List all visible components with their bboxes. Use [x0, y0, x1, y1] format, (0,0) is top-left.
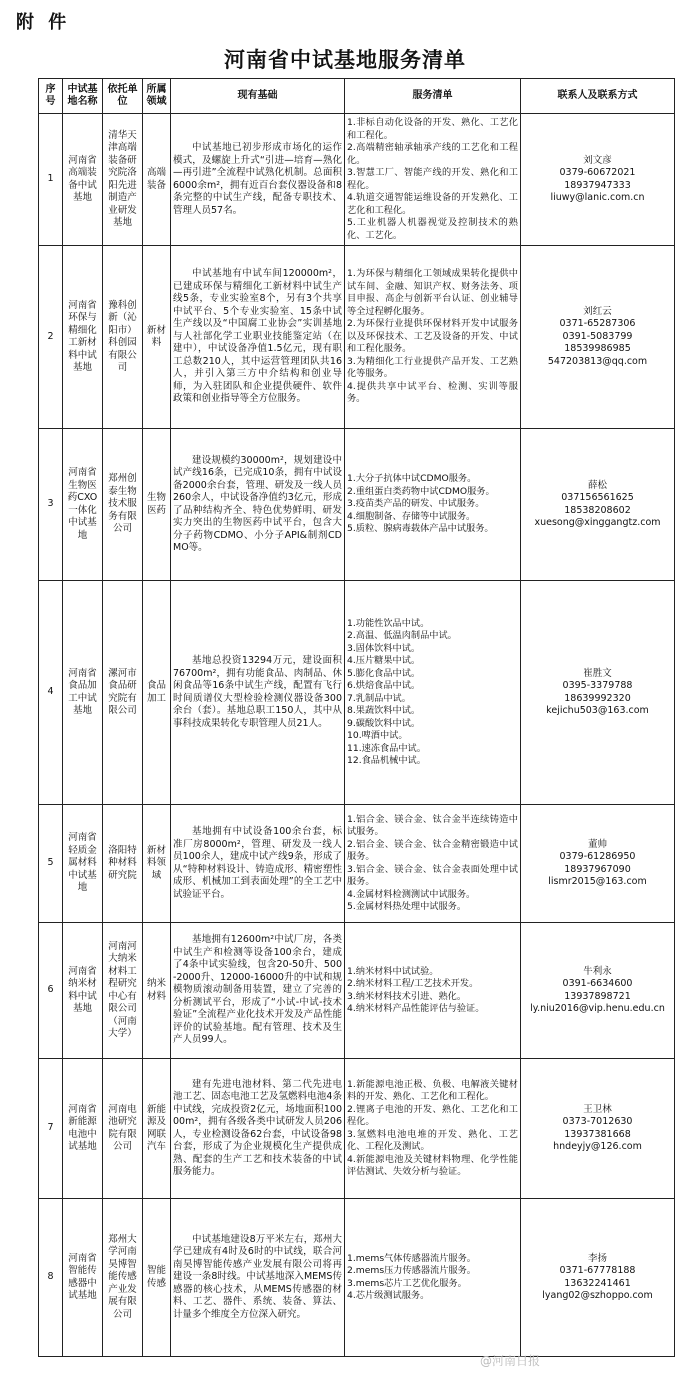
row-foundation: 建有先进电池材料、第二代先进电池工艺、固态电池工艺及氢燃料电池4条中试线，完成投资2亿元，场地面积10000m²，拥有各级各类中试研发人员206人，专业检测设备62台套，中试设备98台套，形成了为企业规模化生产提供成熟、配套的生产工艺和技术装备的中试服务能力。 [171, 1059, 345, 1199]
contact-detail: 0379-61286950 [559, 851, 636, 862]
row-foundation: 中试基地有中试车间120000m²，已建成环保与精细化工新材料中试生产线5条，专业实验室8个，另有3个共享中试平台、5个专业实验室、15条中试生产线以及“中国腐工业协会”实训基地与人社部化学工业职业技能鉴定站（在建中），中试设备净值1.5亿元，现有职工总数210人，其中运营管理团队共16人，并引入第三方中介结构和创业导师，为入驻团队和企业提供硬件、软件政策和创业指导等全方位服务。 [171, 246, 345, 429]
row-index: 7 [39, 1059, 63, 1199]
row-services [345, 1199, 521, 1357]
table-row [39, 805, 675, 923]
header-unit: 依托单位 [103, 79, 143, 114]
header-services: 服务清单 [345, 79, 521, 114]
row-base-name: 河南省生物医药CXO一体化中试基地 [63, 429, 103, 581]
row-index: 6 [39, 923, 63, 1059]
contact-detail: 13937381668 [564, 1128, 631, 1140]
contact-person: 崔胜文 [583, 667, 612, 679]
service-item: 1.功能性饮品中试。 [347, 617, 430, 629]
service-item: 6.烘焙食品中试。 [347, 680, 421, 691]
service-item: 4.纳米材料产品性能评估与验证。 [347, 1003, 485, 1014]
row-index: 8 [39, 1199, 63, 1357]
row-services [345, 246, 521, 429]
row-foundation: 基地总投资13294万元，建设面积76700m²，拥有功能食品、肉制品、休闲食品等16条中试生产线，配置有飞行时间质谱仪大型检验检测仪器设备300余台（套）。基地总职工150人，其中从事科技成果转化专职管理人员21人。 [171, 581, 345, 805]
service-item: 4.新能源电池及关键材料物理、化学性能评估测试、失效分析与验证。 [347, 1153, 518, 1177]
contact-detail: 18937947333 [564, 179, 631, 191]
contact-detail: 13632241461 [564, 1277, 631, 1289]
row-host-unit: 豫科创新（沁阳市）科创园有限公司 [103, 246, 143, 429]
table-row [39, 246, 675, 429]
contact-detail: 18539986985 [564, 343, 631, 355]
row-contact [521, 246, 675, 429]
service-item: 4.芯片级测试服务。 [347, 1290, 430, 1301]
service-item: 3.铝合金、镁合金、钛合金表面处理中试服务。 [347, 863, 518, 887]
contact-detail: 0371-67778188 [559, 1265, 636, 1276]
service-item: 9.碳酸饮料中试。 [347, 717, 421, 729]
contact-detail: 0395-3379788 [562, 680, 633, 691]
table-row [39, 114, 675, 246]
row-foundation: 中试基地已初步形成市场化的运作模式，及螺旋上升式“引进—培育—熟化—再引进”全流程中试熟化机制。总面积6000余m²，拥有近百台套仪器设备和8条完整的中试生产线，配备专职技术、管理人员57名。 [171, 114, 345, 246]
service-item: 2.纳米材料工程/工艺技术开发。 [347, 978, 479, 989]
table-row [39, 581, 675, 805]
service-item: 1.纳米材料中试试验。 [347, 965, 439, 977]
header-field: 所属领域 [143, 79, 171, 114]
table-row [39, 429, 675, 581]
row-field: 新材料领域 [143, 805, 171, 923]
contact-detail: 13937898721 [564, 990, 631, 1002]
service-item: 3.固体饮料中试。 [347, 642, 421, 654]
row-base-name: 河南省纳米材料中试基地 [63, 923, 103, 1059]
row-foundation: 基地拥有12600m²中试厂房，各类中试生产和检测等设备100余台，建成了4条中试实验线，包含20-50升、500-2000升、12000-16000升的中试和规模物质滚动制备用装置，建立了完善的分析测试平台，形成了“小试-中试-技术验证”全流程产业化技术开发及产品性能评价的试验基地。配有管理、技术及生产人员99人。 [171, 923, 345, 1059]
watermark: @河南日报 [480, 1354, 541, 1368]
table-row [39, 923, 675, 1059]
contact-detail: 0391-5083799 [562, 330, 633, 342]
row-field: 高端装备 [143, 114, 171, 246]
row-contact [521, 429, 675, 581]
service-item: 12.食品机械中试。 [347, 755, 426, 766]
service-item: 3.疫苗类产品的研发、中试服务。 [347, 498, 485, 510]
row-host-unit: 郑州大学河南昊博智能传感产业发展有限公司 [103, 1199, 143, 1357]
row-contact [521, 923, 675, 1059]
service-item: 2.铝合金、镁合金、钛合金精密锻造中试服务。 [347, 838, 518, 862]
contact-person: 刘红云 [583, 305, 612, 317]
header-index: 序号 [39, 79, 63, 114]
row-field: 纳米材料 [143, 923, 171, 1059]
service-item: 4.压片糖果中试。 [347, 655, 421, 666]
row-field: 食品加工 [143, 581, 171, 805]
contact-detail: 0373-7012630 [562, 1116, 633, 1127]
service-list-table [38, 78, 675, 1357]
attachment-label: 附 件 [16, 12, 71, 33]
row-services [345, 1059, 521, 1199]
row-host-unit: 河南河大纳米材料工程研究中心有限公司（河南大学） [103, 923, 143, 1059]
row-index: 5 [39, 805, 63, 923]
row-foundation: 基地拥有中试设备100余台套，标准厂房8000m²，管理、研发及一线人员100余人，建成中试产线9条，形成了从“特种材料设计、铸造成形、精密塑性成形、机械加工到表面处理”的全工艺中试验证平台。 [171, 805, 345, 923]
contact-person: 王卫林 [583, 1103, 612, 1115]
contact-detail: lyang02@szhoppo.com [542, 1290, 653, 1301]
contact-person: 牛利永 [583, 965, 612, 977]
service-item: 5.膨化食品中试。 [347, 667, 421, 679]
contact-detail: 0379-60672021 [559, 167, 636, 178]
row-contact [521, 1199, 675, 1357]
row-base-name: 河南省食品加工中试基地 [63, 581, 103, 805]
service-item: 3.氢燃料电池电堆的开发、熟化、工艺化、工程化及测试。 [347, 1128, 518, 1152]
row-services [345, 581, 521, 805]
service-item: 1.为环保与精细化工领域成果转化提供中试车间、金融、知识产权、财务法务、项目申报、高企与创新平台认证、创业辅导等全过程孵化服务。 [347, 268, 518, 317]
row-services [345, 114, 521, 246]
service-item: 1.非标自动化设备的开发、熟化、工艺化和工程化。 [347, 117, 518, 141]
service-item: 2.mems压力传感器流片服务。 [347, 1265, 476, 1276]
contact-detail: 18639992320 [564, 692, 631, 704]
service-item: 10.啤酒中试。 [347, 730, 408, 741]
row-foundation: 建设规模约30000m²，规划建设中试产线16条，已完成10条，拥有中试设备2000余台套，管理、研发及一线人员260余人，中试设备净值约3亿元，形成了品种结构齐全、特色优势鲜明、研发实力突出的生物医药中试平台，包含大分子药物CDMO、小分子API&制剂CDMO等。 [171, 429, 345, 581]
service-item: 1.新能源电池正极、负极、电解液关键材料的开发、熟化、工艺化和工程化。 [347, 1078, 518, 1102]
service-item: 2.锂离子电池的开发、熟化、工艺化和工程化。 [347, 1103, 518, 1127]
contact-detail: hndeyjy@126.com [553, 1141, 642, 1152]
service-item: 3.纳米材料技术引进、熟化。 [347, 990, 467, 1002]
row-contact [521, 805, 675, 923]
row-base-name: 河南省智能传感器中试基地 [63, 1199, 103, 1357]
row-field: 智能传感 [143, 1199, 171, 1357]
row-host-unit: 清华天津高端装备研究院洛阳先进制造产业研发基地 [103, 114, 143, 246]
contact-detail: liuwy@lanic.com.cn [550, 192, 645, 203]
contact-person: 薛松 [587, 479, 607, 491]
contact-detail: 0371-65287306 [559, 318, 636, 330]
row-contact [521, 114, 675, 246]
service-item: 3.为精细化工行业提供产品开发、工艺熟化等服务。 [347, 355, 518, 380]
row-index: 2 [39, 246, 63, 429]
service-item: 4.轨道交通智能运维设备的开发熟化、工艺化和工程化。 [347, 192, 518, 216]
header-name: 中试基地名称 [63, 79, 103, 114]
service-item: 7.乳制品中试。 [347, 692, 411, 704]
contact-detail: 547203813@qq.com [547, 355, 648, 367]
service-item: 4.细胞制备、存储等中试服务。 [347, 510, 476, 522]
contact-detail: kejichu503@163.com [546, 705, 649, 716]
row-field: 新能源及网联汽车 [143, 1059, 171, 1199]
contact-detail: lismr2015@163.com [548, 876, 647, 887]
table-row [39, 1199, 675, 1357]
row-field: 生物医药 [143, 429, 171, 581]
row-base-name: 河南省环保与精细化工新材料中试基地 [63, 246, 103, 429]
table-row [39, 1059, 675, 1199]
header-foundation: 现有基础 [171, 79, 345, 114]
service-item: 4.金属材料检测测试中试服务。 [347, 888, 476, 900]
service-item: 2.为环保行业提供环保材料开发中试服务以及环保技术、工艺及设备的开发、中试和工程化服务。 [347, 318, 518, 355]
contact-person: 刘文彦 [583, 154, 612, 166]
row-base-name: 河南省高端装备中试基地 [63, 114, 103, 246]
service-item: 5.质粒、腺病毒载体产品中试服务。 [347, 523, 494, 535]
row-services [345, 429, 521, 581]
service-item: 5.金属材料热处理中试服务。 [347, 901, 467, 912]
row-base-name: 河南省轻质金属材料中试基地 [63, 805, 103, 923]
service-item: 11.速冻食品中试。 [347, 742, 426, 754]
service-item: 3.智慧工厂、智能产线的开发、熟化和工程化。 [347, 167, 518, 191]
row-field: 新材料 [143, 246, 171, 429]
row-index: 4 [39, 581, 63, 805]
header-contact: 联系人及联系方式 [521, 79, 675, 114]
contact-detail: xuesong@xinggangtz.com [534, 517, 661, 528]
document-title: 河南省中试基地服务清单 [224, 48, 466, 72]
row-host-unit: 郑州创泰生物技术服务有限公司 [103, 429, 143, 581]
contact-person: 董帅 [587, 838, 607, 850]
service-item: 5.工业机器人机器视觉及控制技术的熟化、工艺化。 [347, 217, 518, 241]
contact-detail: 0391-6634600 [562, 978, 633, 989]
row-index: 3 [39, 429, 63, 581]
contact-detail: 18937967090 [564, 863, 631, 875]
row-host-unit: 洛阳特种材料研究院 [103, 805, 143, 923]
row-foundation: 中试基地建设8万平米左右，郑州大学已建成有4时及6时的中试线，联合河南昊博智能传感产业发展有限公司将再建设一条8时线。中试基地深入MEMS传感器的核心技术，从MEMS传感器的材料、工艺、器件、系统、装备、算法、计量多个维度全方位深入研究。 [171, 1199, 345, 1357]
row-host-unit: 漯河市食品研究院有限公司 [103, 581, 143, 805]
row-index: 1 [39, 114, 63, 246]
row-contact [521, 581, 675, 805]
row-base-name: 河南省新能源电池中试基地 [63, 1059, 103, 1199]
contact-detail: ly.niu2016@vip.henu.edu.cn [530, 1003, 665, 1014]
row-services [345, 923, 521, 1059]
contact-detail: 037156561625 [561, 492, 634, 503]
service-item: 1.mems气体传感器流片服务。 [347, 1252, 476, 1264]
contact-detail: 18538208602 [564, 504, 631, 516]
contact-person: 李扬 [587, 1252, 607, 1264]
row-host-unit: 河南电池研究院有限公司 [103, 1059, 143, 1199]
row-services [345, 805, 521, 923]
service-item: 2.重组蛋白类药物中试CDMO服务。 [347, 485, 495, 497]
service-item: 1.大分子抗体中试CDMO服务。 [347, 473, 477, 485]
service-item: 2.高端精密轴承轴承产线的工艺化和工程化。 [347, 142, 518, 166]
service-item: 2.高温、低温肉制品中试。 [347, 630, 457, 641]
service-item: 8.果蔬饮料中试。 [347, 705, 421, 716]
service-item: 4.提供共享中试平台、检测、实训等服务。 [347, 380, 518, 405]
row-contact [521, 1059, 675, 1199]
table-header-row [39, 79, 675, 114]
service-item: 3.mems芯片工艺优化服务。 [347, 1277, 467, 1289]
service-item: 1.铝合金、镁合金、钛合金半连续铸造中试服务。 [347, 813, 518, 837]
